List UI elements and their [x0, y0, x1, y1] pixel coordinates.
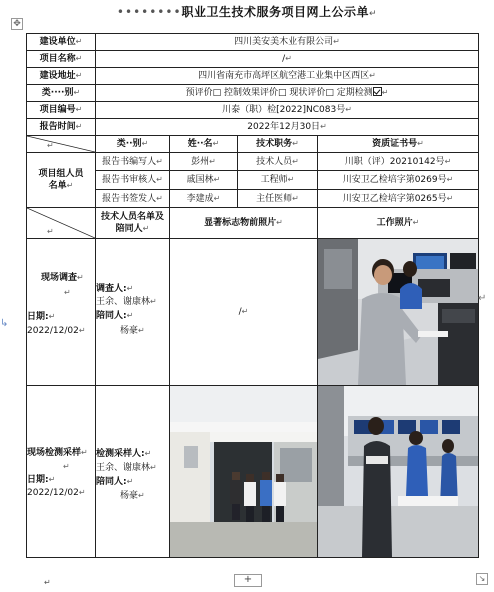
row-name: [27, 51, 479, 68]
survey-date-label: 日期:↵: [27, 312, 56, 322]
add-row-button[interactable]: +: [234, 574, 262, 587]
field-diagonal-cell: ↵: [27, 208, 96, 239]
sampling-work-photo[interactable]: [318, 386, 479, 558]
survey-escort: 杨豪↵: [120, 326, 145, 336]
value-unit[interactable]: 四川美安美木业有限公司↵: [96, 34, 479, 51]
sampling-staff: 王余、谢康林↵: [96, 463, 157, 473]
label-address: 建设地址↵: [27, 68, 96, 85]
column-resize-marker-icon[interactable]: ↵: [478, 293, 487, 304]
value-time[interactable]: 2022年12月30日↵: [96, 119, 479, 136]
option-status-eval[interactable]: 现状评价□: [289, 88, 334, 98]
staff-header-cert: 资质证书号↵: [318, 136, 479, 153]
title-leader-dots: ••••••••: [116, 5, 182, 19]
survey-staff-label: 调查人:↵: [96, 284, 134, 294]
staff-cell[interactable]: 主任医师↵: [238, 190, 318, 208]
field-header-staff: 技术人员名单及陪同人↵: [96, 208, 170, 239]
label-time: 报告时间↵: [27, 119, 96, 136]
field-header-row: [27, 208, 479, 239]
staff-cell[interactable]: 戚国林↵: [170, 171, 238, 190]
sampling-stage-label: 现场检测采样↵: [27, 448, 88, 458]
staff-cell[interactable]: 川安卫乙检培字第0269号↵: [318, 171, 479, 190]
sampling-stage-cell: [27, 386, 96, 558]
staff-header-name: 姓··名↵: [170, 136, 238, 153]
survey-stage-label: 现场调查↵: [41, 273, 84, 283]
staff-header-type: 类··别↵: [96, 136, 170, 153]
option-control-eval[interactable]: 控制效果评价□: [223, 88, 287, 98]
disclosure-table: [26, 33, 479, 558]
sampling-work-photo-image: [318, 386, 479, 557]
staff-cell[interactable]: 李建成↵: [170, 190, 238, 208]
survey-mark: ↵: [64, 288, 71, 297]
option-pre-eval[interactable]: 预评价□: [185, 88, 222, 98]
value-address[interactable]: 四川省南充市高坪区航空港工业集中区西区↵: [96, 68, 479, 85]
field-header-work-photo: 工作照片↵: [318, 208, 479, 239]
sampling-people-cell[interactable]: [96, 386, 170, 558]
table-resize-handle-icon[interactable]: ↘: [476, 573, 488, 585]
staff-header-title: 技术职务↵: [238, 136, 318, 153]
label-unit: 建设单位↵: [27, 34, 96, 51]
sampling-escort: 杨豪↵: [120, 491, 145, 501]
staff-diagonal-cell: ↵: [27, 136, 96, 153]
sampling-landmark-photo-image: [170, 386, 318, 557]
staff-cell[interactable]: 川安卫乙检培字第0265号↵: [318, 190, 479, 208]
sampling-mark: ↵: [63, 462, 70, 471]
survey-landmark-photo-placeholder[interactable]: /↵: [170, 239, 318, 386]
row-unit: [27, 34, 479, 51]
checkbox-checked-icon[interactable]: [373, 87, 382, 96]
sampling-date-label: 日期:↵: [27, 475, 56, 485]
staff-cell[interactable]: 报告书签发人↵: [96, 190, 170, 208]
table-row: [27, 153, 479, 171]
staff-cell[interactable]: 川职（评）20210142号↵: [318, 153, 479, 171]
staff-cell[interactable]: 报告书审核人↵: [96, 171, 170, 190]
survey-stage-cell: [27, 239, 96, 386]
label-code: 项目编号↵: [27, 102, 96, 119]
staff-cell[interactable]: 工程师↵: [238, 171, 318, 190]
survey-date: 2022/12/02↵: [27, 326, 86, 336]
row-category: [27, 85, 479, 102]
staff-header-row: [27, 136, 479, 153]
value-name[interactable]: /↵: [96, 51, 479, 68]
document-title: ••••••••职业卫生技术服务项目网上公示单↵: [116, 5, 378, 19]
trailing-paragraph-mark-icon: ↵: [44, 578, 51, 587]
sampling-escort-label: 陪同人:↵: [96, 477, 134, 487]
staff-cell[interactable]: 报告书编写人↵: [96, 153, 170, 171]
row-address: [27, 68, 479, 85]
staff-cell[interactable]: 彭州↵: [170, 153, 238, 171]
survey-work-photo-image: [318, 239, 479, 385]
left-ruler-marker-icon[interactable]: ↳: [0, 318, 9, 329]
survey-escort-label: 陪同人:↵: [96, 311, 134, 321]
value-code[interactable]: 川泰（职）检[2022]NC083号↵: [96, 102, 479, 119]
staff-group-label: 项目组人员名单↵: [27, 153, 96, 208]
value-category[interactable]: 预评价□ 控制效果评价□ 现状评价□ 定期检测 ↵: [96, 85, 479, 102]
row-time: [27, 119, 479, 136]
label-category: 类····别↵: [27, 85, 96, 102]
sampling-landmark-photo[interactable]: [170, 386, 318, 558]
staff-cell[interactable]: 技术人员↵: [238, 153, 318, 171]
sampling-row: [27, 386, 479, 558]
survey-row: [27, 239, 479, 386]
sampling-date: 2022/12/02↵: [27, 488, 86, 498]
label-name: 项目名称↵: [27, 51, 96, 68]
paragraph-mark-icon: ↵: [369, 9, 378, 19]
survey-staff: 王余、谢康林↵: [96, 297, 157, 307]
survey-work-photo[interactable]: [318, 239, 479, 386]
sampling-staff-label: 检测采样人:↵: [96, 449, 152, 459]
field-header-landmark-photo: 显著标志物前照片↵: [170, 208, 318, 239]
table-move-handle-icon[interactable]: ✥: [11, 18, 23, 30]
survey-people-cell[interactable]: [96, 239, 170, 386]
option-periodic[interactable]: 定期检测: [336, 88, 373, 98]
row-code: [27, 102, 479, 119]
